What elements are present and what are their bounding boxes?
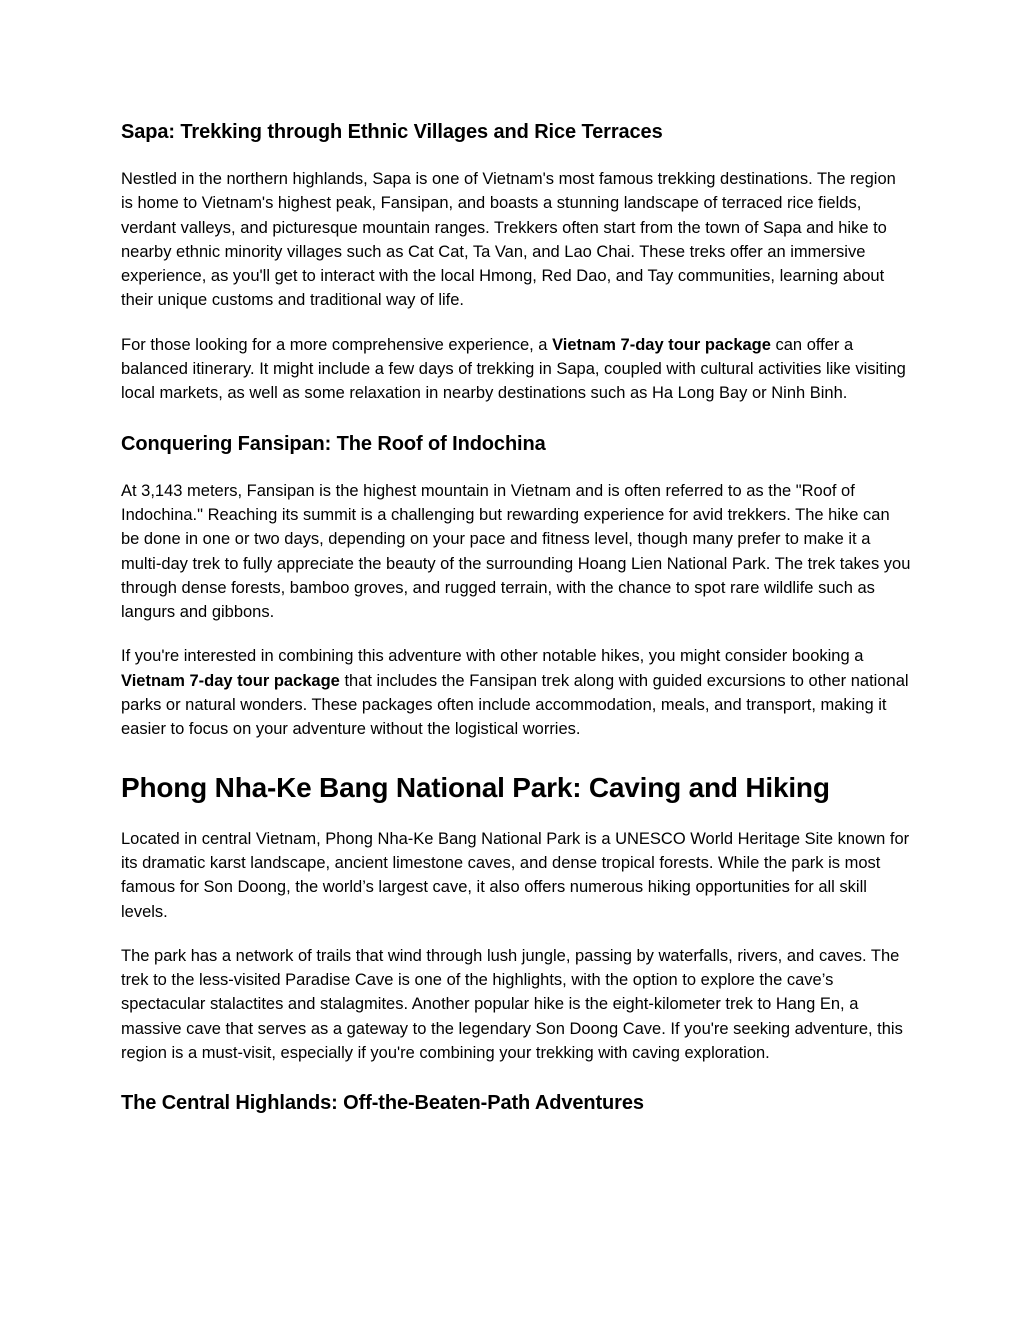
text-run: For those looking for a more comprehensive experience, a [121, 335, 553, 354]
tour-package-keyword: Vietnam 7-day tour package [552, 335, 771, 354]
section-heading-fansipan: Conquering Fansipan: The Roof of Indochina [121, 432, 546, 455]
paragraph-phong-nha-trails: The park has a network of trails that wind through lush jungle, passing by waterfalls, rivers, and caves. The trek to the less-visited Paradise Cave is one of the highlights, with the option to explore the cave’s spectacular stalactites and stalagmites. Another popular hike is the eight-kilometer trek to Hang En, a massive cave that serves as a gateway to the legendary Son Doong Cave. If you're seeking adventure, this region is a must-visit, especially if you're combining your trekking with caving exploration. [121, 946, 903, 1063]
section-heading-sapa: Sapa: Trekking through Ethnic Villages and Rice Terraces [121, 121, 663, 143]
paragraph-sapa-tour [121, 333, 911, 406]
paragraph-phong-nha-intro: Located in central Vietnam, Phong Nha-Ke Bang National Park is a UNESCO World Heritage Site known for its dramatic karst landscape, ancient limestone caves, and dense tropical forests. While the park is most famous for Son Doong, the world’s largest cave, it also offers numerous hiking opportunities for all skill levels. [121, 829, 910, 921]
tour-package-keyword: Vietnam 7-day tour package [121, 671, 340, 690]
section-heading-central-highlands: The Central Highlands: Off-the-Beaten-Path Adventures [121, 1092, 644, 1115]
text-run: can offer a balanced itinerary. It might include a few days of trekking in Sapa, coupled with cultural activities like visiting local markets, as well as some relaxation in nearby destinations such as Ha Long Bay or Ninh Binh. [121, 335, 906, 403]
text-run: that includes the Fansipan trek along with guided excursions to other national parks or natural wonders. These packages often include accommodation, meals, and transport, making it easier to focus on your adventure without the logistical worries. [121, 671, 909, 739]
paragraph-sapa-intro: Nestled in the northern highlands, Sapa is one of Vietnam's most famous trekking destinations. The region is home to Vietnam's highest peak, Fansipan, and boasts a stunning landscape of terraced rice fields, verdant valleys, and picturesque mountain ranges. Trekkers often start from the town of Sapa and hike to nearby ethnic minority villages such as Cat Cat, Ta Van, and Lao Chai. These treks offer an immersive experience, as you'll get to interact with the local Hmong, Red Dao, and Tay communities, learning about their unique customs and traditional way of life. [121, 170, 896, 310]
section-heading-phong-nha: Phong Nha-Ke Bang National Park: Caving and Hiking [121, 771, 830, 803]
paragraph-fansipan-tour [121, 644, 911, 741]
document-page [121, 117, 911, 1118]
paragraph-fansipan-intro: At 3,143 meters, Fansipan is the highest mountain in Vietnam and is often referred to as the "Roof of Indochina." Reaching its summit is a challenging but rewarding experience for avid trekkers. The hike can be done in one or two days, depending on your pace and fitness level, though many prefer to make it a multi-day trek to fully appreciate the beauty of the surrounding Hoang Lien National Park. The trek takes you through dense forests, bamboo groves, and rugged terrain, with the chance to spot rare wildlife such as langurs and gibbons. [121, 481, 911, 622]
text-run: If you're interested in combining this adventure with other notable hikes, you might consider booking a [121, 647, 864, 666]
